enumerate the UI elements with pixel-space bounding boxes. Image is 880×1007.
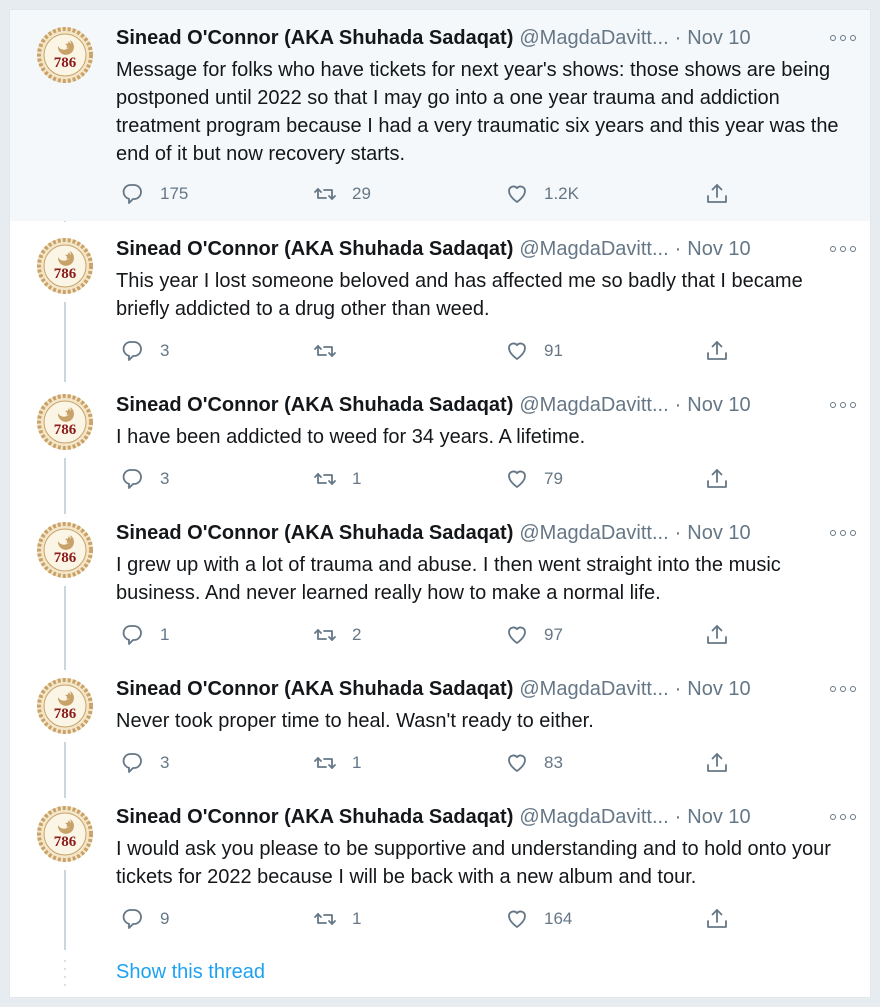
retweets-count: 1 [352, 909, 362, 928]
tweet[interactable] [10, 379, 871, 507]
author-handle[interactable]: @MagdaDavitt... [519, 806, 669, 828]
tweet-header [116, 677, 856, 701]
tweet[interactable] [10, 507, 871, 663]
reply-icon [120, 750, 146, 776]
share-icon [704, 181, 730, 207]
author-name[interactable]: Sinead O'Connor (AKA Shuhada Sadaqat) [116, 806, 514, 828]
avatar-emblem-icon [36, 805, 94, 863]
share-icon [704, 750, 730, 776]
avatar-emblem-icon [36, 393, 94, 451]
tweet-text: Never took proper time to heal. Wasn't ready to either. [116, 710, 594, 732]
retweet-button[interactable] [312, 749, 361, 777]
retweet-button[interactable] [312, 465, 361, 493]
author-name[interactable]: Sinead O'Connor (AKA Shuhada Sadaqat) [116, 27, 514, 49]
retweet-icon [312, 622, 338, 648]
reply-button[interactable] [120, 180, 188, 208]
retweet-icon [312, 181, 338, 207]
like-button[interactable] [504, 621, 563, 649]
more-icon[interactable] [830, 677, 856, 701]
reply-button[interactable] [120, 465, 169, 493]
share-icon [704, 622, 730, 648]
tweet[interactable] [10, 221, 871, 379]
reply-button[interactable] [120, 621, 169, 649]
tweet-text: This year I lost someone beloved and has affected me so badly that I became briefly addicted to a drug other than weed. [116, 270, 803, 320]
likes-count: 91 [544, 341, 563, 360]
author-name[interactable]: Sinead O'Connor (AKA Shuhada Sadaqat) [116, 394, 514, 416]
share-button[interactable] [704, 180, 744, 208]
thread-container [9, 9, 871, 998]
retweet-button[interactable] [312, 905, 361, 933]
reply-icon [120, 338, 146, 364]
tweet-header [116, 26, 856, 50]
reply-icon [120, 622, 146, 648]
replies-count: 3 [160, 753, 170, 772]
show-thread-link[interactable]: Show this thread [116, 961, 265, 983]
more-icon[interactable] [830, 237, 856, 261]
replies-count: 3 [160, 341, 170, 360]
tweet-actions [116, 621, 756, 649]
avatar-number: 786 [53, 422, 77, 438]
avatar[interactable] [36, 677, 94, 735]
reply-button[interactable] [120, 905, 169, 933]
heart-icon [504, 622, 530, 648]
avatar-number: 786 [53, 834, 77, 850]
author-name[interactable]: Sinead O'Connor (AKA Shuhada Sadaqat) [116, 238, 514, 260]
retweets-count: 29 [352, 184, 371, 203]
avatar[interactable] [36, 237, 94, 295]
replies-count: 1 [160, 625, 170, 644]
separator: · [674, 806, 682, 828]
thread-dots [63, 960, 67, 986]
likes-count: 164 [544, 909, 573, 928]
retweet-button[interactable] [312, 180, 371, 208]
author-name[interactable]: Sinead O'Connor (AKA Shuhada Sadaqat) [116, 678, 514, 700]
avatar-emblem-icon [36, 521, 94, 579]
share-button[interactable] [704, 621, 744, 649]
separator: · [674, 27, 682, 49]
likes-count: 1.2K [544, 184, 579, 203]
author-handle[interactable]: @MagdaDavitt... [519, 394, 669, 416]
retweet-icon [312, 750, 338, 776]
tweet-actions [116, 905, 756, 933]
tweet-header [116, 521, 856, 545]
tweet-text: Message for folks who have tickets for next year's shows: those shows are being postponed until 2022 so that I may go into a one year trauma and addiction treatment program because I had a very traumatic six years and this year was the end of it but now recovery starts. [116, 59, 839, 165]
more-icon[interactable] [830, 805, 856, 829]
replies-count: 3 [160, 469, 170, 488]
reply-icon [120, 181, 146, 207]
retweet-button[interactable] [312, 621, 361, 649]
more-icon[interactable] [830, 521, 856, 545]
retweets-count: 1 [352, 753, 362, 772]
tweet-text: I have been addicted to weed for 34 years. A lifetime. [116, 426, 586, 448]
tweet[interactable] [10, 10, 871, 221]
author-handle[interactable]: @MagdaDavitt... [519, 238, 669, 260]
tweet-actions [116, 180, 756, 208]
separator: · [674, 394, 682, 416]
heart-icon [504, 750, 530, 776]
avatar[interactable] [36, 393, 94, 451]
separator: · [674, 238, 682, 260]
avatar[interactable] [36, 805, 94, 863]
share-button[interactable] [704, 905, 744, 933]
share-icon [704, 466, 730, 492]
heart-icon [504, 906, 530, 932]
like-button[interactable] [504, 905, 572, 933]
share-icon [704, 338, 730, 364]
share-button[interactable] [704, 337, 744, 365]
tweet-date[interactable]: Nov 10 [687, 678, 751, 700]
like-button[interactable] [504, 465, 563, 493]
tweet-date[interactable]: Nov 10 [687, 806, 751, 828]
tweet[interactable] [10, 663, 871, 791]
like-button[interactable] [504, 749, 563, 777]
heart-icon [504, 338, 530, 364]
more-icon[interactable] [830, 393, 856, 417]
replies-count: 175 [160, 184, 189, 203]
tweet-actions [116, 749, 756, 777]
retweet-icon [312, 906, 338, 932]
retweet-icon [312, 338, 338, 364]
avatar-number: 786 [53, 55, 77, 71]
tweet-actions [116, 337, 756, 365]
separator: · [674, 678, 682, 700]
tweet-header [116, 237, 856, 261]
heart-icon [504, 466, 530, 492]
avatar[interactable] [36, 521, 94, 579]
more-icon[interactable] [830, 26, 856, 50]
avatar-number: 786 [53, 550, 77, 566]
separator: · [674, 522, 682, 544]
heart-icon [504, 181, 530, 207]
author-handle[interactable]: @MagdaDavitt... [519, 678, 669, 700]
tweet-date[interactable]: Nov 10 [687, 522, 751, 544]
retweet-button[interactable] [312, 337, 352, 365]
reply-icon [120, 466, 146, 492]
author-handle[interactable]: @MagdaDavitt... [519, 27, 669, 49]
reply-button[interactable] [120, 749, 169, 777]
tweet-text: I would ask you please to be supportive and understanding and to hold onto your tickets for 2022 because I will be back with a new album and tour. [116, 838, 831, 888]
tweet-header [116, 393, 856, 417]
tweet-date[interactable]: Nov 10 [687, 238, 751, 260]
tweet-header [116, 805, 856, 829]
tweet-actions [116, 465, 756, 493]
replies-count: 9 [160, 909, 170, 928]
like-button[interactable] [504, 180, 579, 208]
retweet-icon [312, 466, 338, 492]
share-icon [704, 906, 730, 932]
author-handle[interactable]: @MagdaDavitt... [519, 522, 669, 544]
likes-count: 79 [544, 469, 563, 488]
avatar[interactable] [36, 26, 94, 84]
avatar-emblem-icon [36, 26, 94, 84]
avatar-number: 786 [53, 266, 77, 282]
likes-count: 97 [544, 625, 563, 644]
share-button[interactable] [704, 465, 744, 493]
avatar-emblem-icon [36, 677, 94, 735]
tweet-text: I grew up with a lot of trauma and abuse. I then went straight into the music business. And never learned really how to make a normal life. [116, 554, 781, 604]
author-name[interactable]: Sinead O'Connor (AKA Shuhada Sadaqat) [116, 522, 514, 544]
likes-count: 83 [544, 753, 563, 772]
avatar-number: 786 [53, 706, 77, 722]
tweet-date[interactable]: Nov 10 [687, 27, 751, 49]
retweets-count: 1 [352, 469, 362, 488]
tweet[interactable] [10, 791, 871, 951]
retweets-count: 2 [352, 625, 362, 644]
reply-button[interactable] [120, 337, 169, 365]
like-button[interactable] [504, 337, 563, 365]
share-button[interactable] [704, 749, 744, 777]
avatar-emblem-icon [36, 237, 94, 295]
reply-icon [120, 906, 146, 932]
tweet-date[interactable]: Nov 10 [687, 394, 751, 416]
